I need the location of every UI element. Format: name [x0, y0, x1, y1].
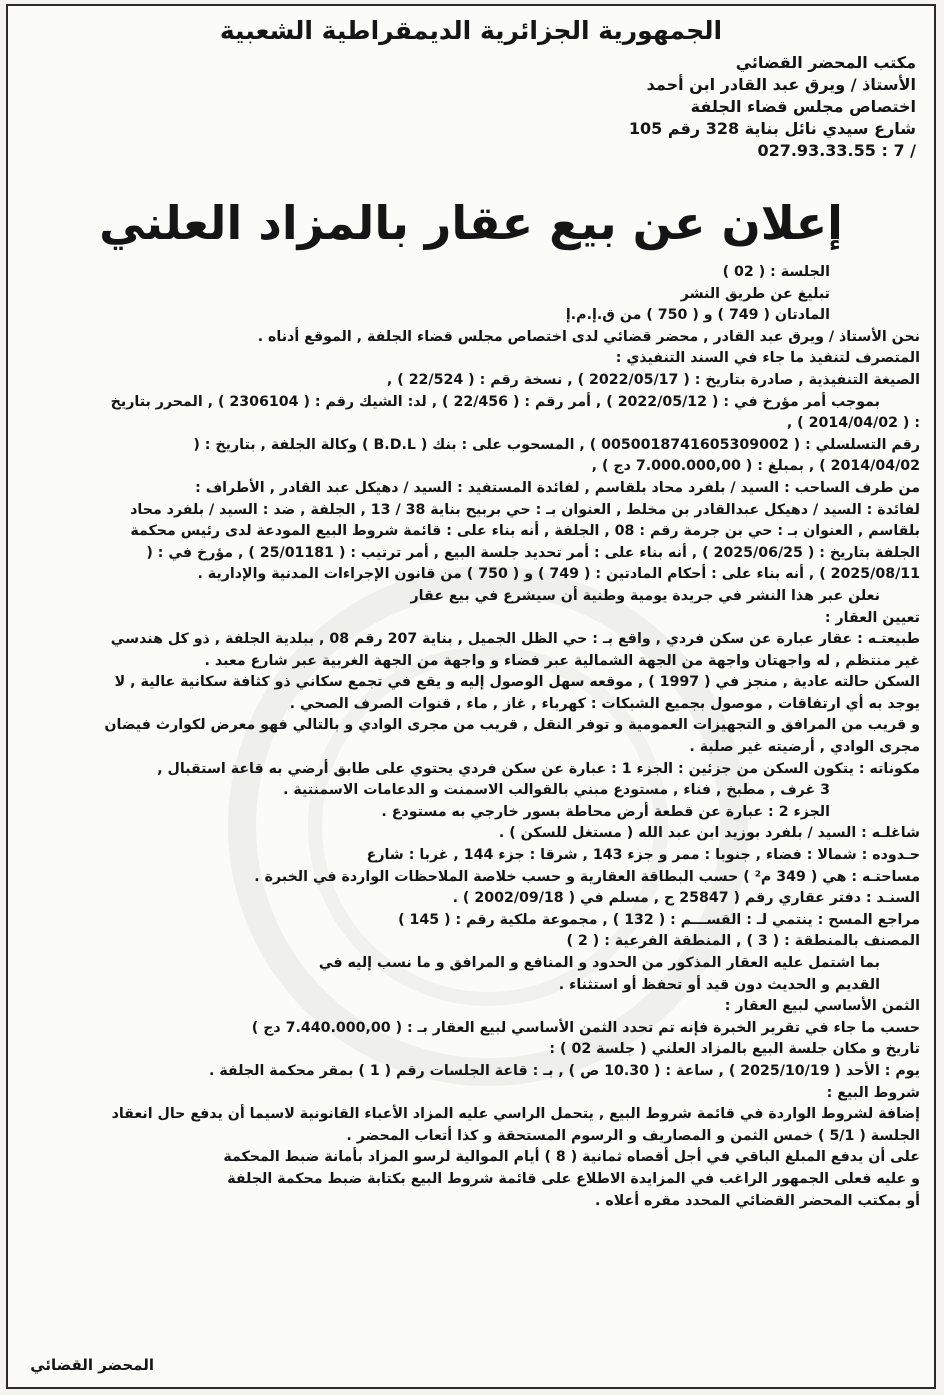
signature: المحضر القضائي	[30, 1356, 154, 1374]
body-line: غير منتظم , له واجهتان واجهة من الجهة الشمالية عبر فضاء و واجهة من الجهة الغربية عبر شارع معبد .	[204, 652, 920, 669]
body-line: لفائدة : السيد / دهيكل عبدالقادر بن مخلط , العنوان بـ : حي بربيح بناية 38 / 13 , الجلفة , ضد : السيد / بلفرد محاد	[130, 501, 920, 518]
announcement-body	[16, 262, 920, 1212]
body-line: و قريب من المرافق و التجهيزات العمومية و توفر النقل , قريب من مجرى الوادي و بالتالي فهو معرض لكوارث فيضان	[104, 717, 920, 734]
office-line: الأستاذ / ويرق عبد القادر ابن أحمد	[646, 75, 916, 94]
office-block	[136, 52, 916, 162]
body-line: 2014/04/02 ) , بمبلغ : ( 7.000.000,00 دج ) ,	[591, 458, 920, 475]
body-line: نعلن عبر هذا النشر في جريدة يومية وطنية أن سيشرع في بيع عقار	[410, 587, 880, 604]
body-line: بما اشتمل عليه العقار المذكور من الحدود و المنافع و المرافق و ما نسب إليه في	[318, 955, 880, 971]
body-line: إضافة لشروط الواردة في قائمة شروط البيع , يتحمل الراسي عليه المزاد الأعباء القانونية لاسيما أن يدفع حال انعقاد	[111, 1106, 920, 1123]
body-line: مراجع المسح : ينتمي لـ : القســـم : ( 132 ) , مجموعة ملكية رقم : ( 145 )	[398, 911, 920, 928]
body-line: 3 غرف , مطبخ , فناء , مستودع مبني بالقوالب الاسمنت و الدعامات الاسمنتية .	[283, 782, 830, 799]
body-line: الجلسة : ( 02 )	[722, 264, 830, 280]
page-title: إعلان عن بيع عقار بالمزاد العلني	[99, 196, 843, 250]
body-line: : ( 2014/04/02 ) ,	[786, 415, 920, 432]
body-line: على أن يدفع المبلغ الباقي في أجل أقصاه ثمانية ( 8 ) أيام الموالية لرسو المزاد بأمانة ضبط المحكمة	[223, 1149, 920, 1166]
body-line: تعيين العقار :	[824, 609, 920, 626]
body-line: رقم التسلسلي : ( 0050018741605309002 ) , المسحوب على : بنك ( B.D.L ) وكالة الجلفة , بتاريخ : (	[193, 436, 920, 453]
body-line: تاريخ و مكان جلسة البيع بالمزاد العلني ( جلسة 02 ) :	[549, 1041, 920, 1058]
body-line: مساحتـه : هي ( 349 م² ) حسب البطاقة العقارية و حسب خلاصة الملاحظات الواردة في الخبرة .	[254, 868, 920, 885]
office-line: شارع سيدي نائل بناية 328 رقم 105	[628, 119, 916, 138]
announcement-page	[6, 4, 936, 1389]
body-line: يوم : الأحد ( 2025/10/19 ) , ساعة : ( 10.30 ص ) , بـ : قاعة الجلسات رقم ( 1 ) بمقر محكمة الجلفة .	[208, 1062, 920, 1079]
body-line: شاغلـه : السيد / بلفرد بوزيد ابن عبد الله ( مستغل للسكن ) .	[498, 825, 920, 842]
body-line: نحن الأستاذ / ويرق عبد القادر , محضر قضائي لدى اختصاص مجلس قضاء الجلفة , الموقع أدناه .	[257, 328, 920, 345]
body-line: المتصرف لتنفيذ ما جاء في السند التنفيذي :	[615, 350, 920, 367]
body-line: السكن حالته عادية , منجز في ( 1997 ) , موقعه سهل الوصول إليه و يقع في تجمع سكاني ذو كثافة سكانية عالية , لا	[114, 674, 920, 691]
body-line: بلقاسم , العنوان بـ : حي بن جرمة رقم : 08 , الجلفة , أنه بناء على : قائمة شروط البيع المودعة لدى رئيس محكمة	[130, 523, 920, 540]
body-line: و عليه فعلى الجمهور الراغب في المزايدة الاطلاع على قائمة شروط البيع بكتابة ضبط محكمة الجلفة	[227, 1170, 920, 1187]
body-line: الجزء 2 : عبارة عن قطعة أرض محاطة بسور خارجي به مستودع .	[381, 803, 830, 820]
body-line: يوجد به أي ارتفاقات , موصول بجميع الشبكات : كهرباء , غاز , ماء , قنوات الصرف الصحي .	[289, 695, 920, 712]
body-line: الثمن الأساسي لبيع العقار :	[724, 998, 920, 1015]
body-line: من طرف الساحب : السيد / بلفرد محاد بلقاسم , لفائدة المستفيد : السيد / دهيكل عبد القادر , الأطراف :	[195, 479, 920, 496]
body-line: شروط البيع :	[826, 1084, 920, 1101]
body-line: طبيعتـه : عقار عبارة عن سكن فردي , واقع بـ : حي الظل الجميل , بناية 207 رقم 08 , ببلدية الجلفة , ذو كل هندسي	[110, 631, 920, 648]
body-line: مجرى الوادي , أرضيته غير صلبة .	[689, 739, 920, 756]
body-line: بموجب أمر مؤرخ في : ( 2022/05/12 ) , أمر رقم : ( 22/456 ) , لد: الشيك رقم : ( 2306104 ) , المحرر بتاريخ	[110, 393, 880, 410]
body-line: حسب ما جاء في تقرير الخبرة فإنه تم تحدد الثمن الأساسي لبيع العقار بـ : ( 7.440.000,00 دج )	[251, 1019, 920, 1036]
body-line: تبليغ عن طريق النشر	[680, 285, 830, 302]
body-line: حـدوده : شمالا : فضاء , جنوبا : ممر و جزء 143 , شرقا : جزء 144 , غربا : شارع	[366, 847, 920, 864]
body-line: 2025/08/11 ) , أنه بناء على : أحكام المادتين : ( 749 ) و ( 750 ) من قانون الإجراءات المدنية والإدارية .	[197, 566, 920, 583]
body-line: السنـد : دفتر عقاري رقم ( 25847 ح , مسلم في ( 2002/09/18 ) .	[452, 890, 920, 907]
office-line: اختصاص مجلس قضاء الجلفة	[690, 97, 916, 116]
office-line: مكتب المحضر القضائي	[735, 53, 916, 72]
body-line: القديم و الحديث دون قيد أو تحفظ أو استثناء .	[558, 976, 880, 993]
body-line: الجلسة ( 5/1 ) خمس الثمن و المصاريف و الرسوم المستحقة و كذا أتعاب المحضر .	[346, 1127, 920, 1144]
body-line: أو بمكتب المحضر القضائي المحدد مقره أعلاه .	[595, 1192, 920, 1209]
body-line: الصيغة التنفيذية , صادرة بتاريخ : ( 2022/05/17 ) , نسخة رقم : ( 22/524 ) ,	[386, 371, 920, 388]
body-line: الجلفة بتاريخ : ( 2025/06/25 ) , أنه بناء على : أمر تحديد جلسة البيع , أمر ترتيب : ( 25/01181 ) , مؤرخ في : (	[146, 544, 920, 561]
body-line: المصنف بالمنطقة : ( 3 ) , المنطقة الفرعية : ( 2 )	[566, 933, 920, 950]
body-line: المادتان ( 749 ) و ( 750 ) من ق.إ.م.إ	[565, 307, 830, 324]
republic-heading: الجمهورية الجزائرية الديمقراطية الشعبية	[219, 16, 723, 45]
body-line: مكوناته : يتكون السكن من جزئين : الجزء 1 : عبارة عن سكن فردي يحتوي على طابق أرضي به قاعة استقبال ,	[157, 760, 920, 777]
office-line: / 7 : 027.93.33.55	[757, 141, 916, 160]
